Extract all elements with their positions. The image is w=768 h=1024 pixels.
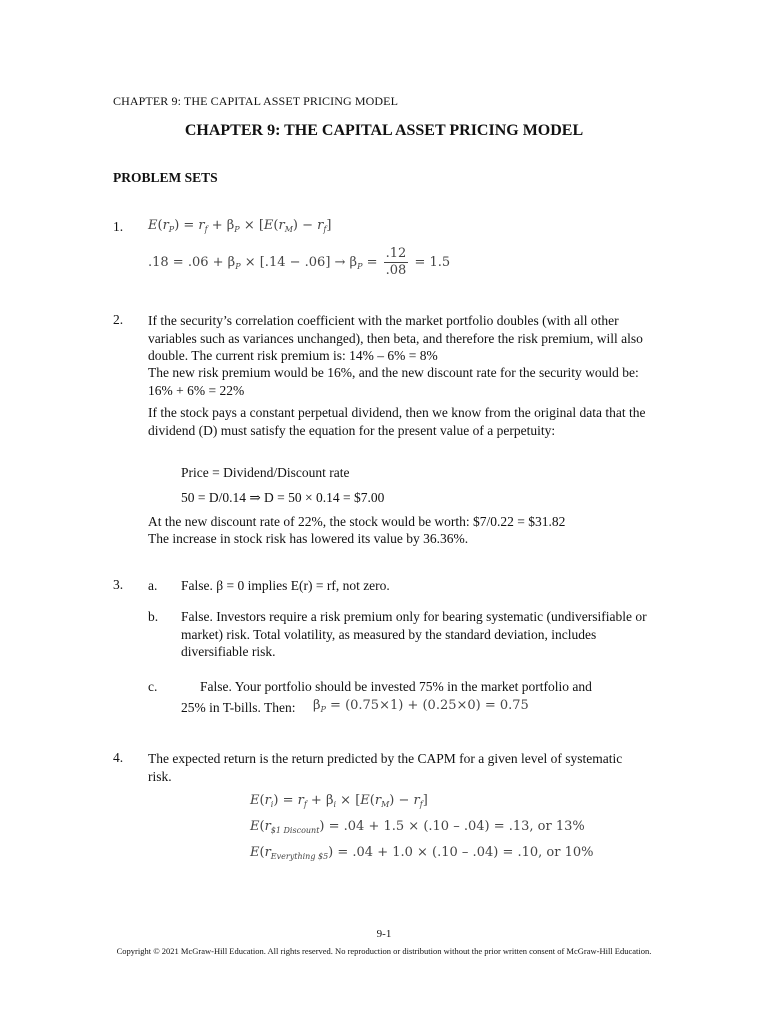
- problem-2-para3: At the new discount rate of 22%, the stock would be worth: $7/0.22 = $31.82: [148, 514, 566, 529]
- problem-3c-text1: False. Your portfolio should be invested 75% in the market portfolio and: [200, 679, 592, 694]
- page-title: CHAPTER 9: THE CAPITAL ASSET PRICING MODEL: [184, 122, 584, 139]
- problem-2-para2: If the stock pays a constant perpetual dividend, then we know from the original data that the dividend (D) must satisfy the equation for the present value of a perpetuity:: [148, 405, 646, 438]
- beta-fraction: $\frac{.12}{.08}$: [385, 246, 407, 278]
- capm-general-equation: $E(r_i) = r_f + \beta_i \times [E(r_M) - r_f]$: [250, 793, 428, 809]
- copyright-notice: Copyright © 2021 McGraw-Hill Education. All rights reserved. No reproduction or distribution without the prior written consent of McGraw-Hill Education.: [116, 946, 652, 956]
- everything-store-equation: $E(r_{Everything \$5}) = .04 + 1.0 \times (.10 - .04) = .10$, or 10%: [250, 845, 594, 861]
- dividend-calculation: 50 = D/0.14 ⇒ D = 50 × 0.14 = $7.00: [181, 490, 385, 505]
- portfolio-beta-equation: $\beta_P = (0.75\times 1) + (0.25\times 0) = 0.75$: [313, 698, 529, 714]
- price-equation: Price = Dividend/Discount rate: [181, 465, 350, 480]
- problem-3c-label: c.: [148, 679, 158, 694]
- beta-calculation: $.18 = .06 + \beta_P \times [.14 - .06] \to \beta_P$ = $\frac{.12}{.08}$ = 1.5: [148, 246, 451, 278]
- problem-2-para3b: The increase in stock risk has lowered its value by 36.36%.: [148, 531, 469, 546]
- problem-2-para1: If the security’s correlation coefficient with the market portfolio doubles (with all other variables such as variances unchanged), then beta, and therefore the risk premium, will also double. The current risk premium is: 14% – 6% = 8%: [148, 313, 643, 363]
- capm-equation: $E(r_P) = r_f + \beta_P \times [E(r_M) - r_f]$: [148, 218, 332, 234]
- page-number: 9-1: [376, 928, 392, 940]
- problem-4-text: The expected return is the return predicted by the CAPM for a given level of systematic risk.: [148, 751, 623, 784]
- problem-4-number: 4.: [113, 750, 124, 765]
- problem-1-number: 1.: [113, 219, 124, 234]
- running-head: CHAPTER 9: THE CAPITAL ASSET PRICING MODEL: [113, 94, 399, 108]
- problem-3b-label: b.: [148, 609, 159, 624]
- problem-2-number: 2.: [113, 312, 124, 327]
- problem-3c-text2: 25% in T-bills. Then:: [181, 700, 296, 715]
- problem-3a-label: a.: [148, 578, 158, 593]
- discount-store-equation: $E(r_{\$1 Discount}) = .04 + 1.5 \times (.10 - .04) = .13$, or 13%: [250, 819, 585, 835]
- section-heading: PROBLEM SETS: [113, 170, 218, 185]
- problem-3a-text: False. β = 0 implies E(r) = rf, not zero.: [181, 578, 390, 593]
- problem-3b-text: False. Investors require a risk premium only for bearing systematic (undiversifiable or market) risk. Total volatility, as measured by the standard deviation, includes diversifiable risk.: [181, 609, 647, 659]
- problem-3-number: 3.: [113, 577, 124, 592]
- problem-2-para1b: The new risk premium would be 16%, and the new discount rate for the security would be: 16% + 6% = 22%: [148, 365, 639, 398]
